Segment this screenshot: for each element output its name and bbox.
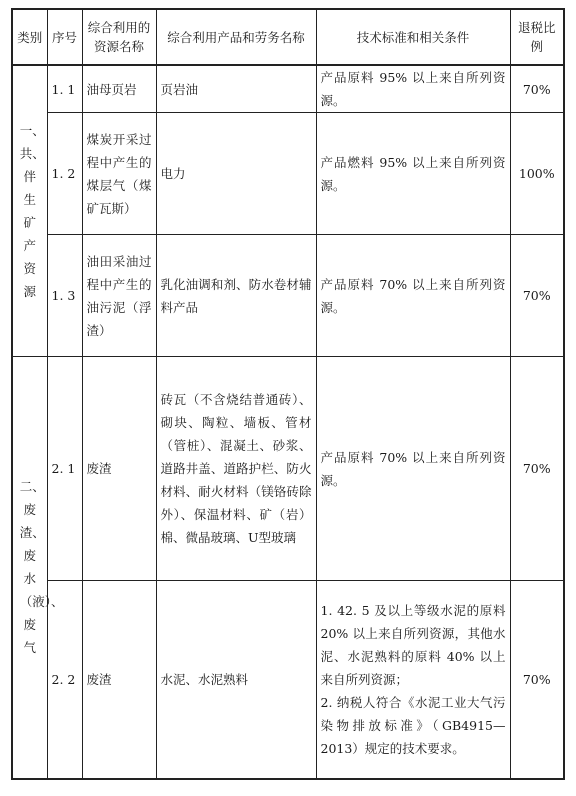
- product-cell: 砖瓦（不含烧结普通砖）、砌块、陶粒、墙板、管材（管桩）、混凝土、砂浆、道路井盖、道路护栏、防火材料、耐火材料（镁铬砖除外）、保温材料、矿（岩）棉、微晶玻璃、U型玻璃: [156, 357, 316, 581]
- product-cell: 水泥、水泥熟料: [156, 581, 316, 779]
- table-row: [12, 113, 564, 235]
- category-text: 一、共、伴生矿产资源: [19, 123, 45, 299]
- seq-cell: 2. 2: [47, 581, 82, 779]
- product-cell: 乳化油调和剂、防水卷材辅料产品: [156, 235, 316, 357]
- standard-line: 2. 纳税人符合《水泥工业大气污染物排放标准》（GB4915—2013）规定的技术要求。: [320, 694, 506, 756]
- ratio-cell: 100%: [510, 113, 564, 235]
- standard-cell: [316, 113, 510, 235]
- header-row: [12, 9, 564, 65]
- ratio-cell: 70%: [510, 357, 564, 581]
- standard-cell: [316, 581, 510, 779]
- ratio-cell: 70%: [510, 65, 564, 113]
- standard-cell: [316, 65, 510, 113]
- category-text: 二、废渣、废水（液）、废气: [19, 479, 64, 656]
- resource-cell: 油母页岩: [82, 65, 156, 113]
- header-seq: 序号: [47, 9, 82, 65]
- header-category: 类别: [12, 9, 47, 65]
- standard-cell: [316, 235, 510, 357]
- category-cell: [12, 65, 47, 357]
- ratio-cell: 70%: [510, 581, 564, 779]
- table-row: [12, 65, 564, 113]
- header-resource: 综合利用的资源名称: [82, 9, 156, 65]
- resource-cell: 废渣: [82, 581, 156, 779]
- resource-cell: 煤炭开采过程中产生的煤层气（煤矿瓦斯）: [82, 113, 156, 235]
- standard-line: 产品原料 70% 以上来自所列资源。: [320, 449, 506, 488]
- product-cell: 电力: [156, 113, 316, 235]
- seq-cell: 1. 3: [47, 235, 82, 357]
- resource-cell: 废渣: [82, 357, 156, 581]
- table-row: [12, 581, 564, 779]
- standard-line: 产品原料 70% 以上来自所列资源。: [320, 276, 506, 315]
- seq-cell: 1. 2: [47, 113, 82, 235]
- standard-line: 产品原料 95% 以上来自所列资源。: [320, 70, 506, 108]
- product-cell: 页岩油: [156, 65, 316, 113]
- standard-cell: [316, 357, 510, 581]
- header-product: 综合利用产品和劳务名称: [156, 9, 316, 65]
- header-ratio: 退税比例: [510, 9, 564, 65]
- standard-line: 产品燃料 95% 以上来自所列资源。: [320, 154, 506, 193]
- standard-line: 1. 42. 5 及以上等级水泥的原料 20% 以上来自所列资源，其他水泥、水泥熟料的原料 40% 以上来自所列资源；: [320, 602, 506, 687]
- header-standard: 技术标准和相关条件: [316, 9, 510, 65]
- table-row: [12, 357, 564, 581]
- seq-cell: 1. 1: [47, 65, 82, 113]
- seq-cell: 2. 1: [47, 357, 82, 581]
- tax-refund-table: [11, 8, 565, 780]
- table-row: [12, 235, 564, 357]
- ratio-cell: 70%: [510, 235, 564, 357]
- resource-cell: 油田采油过程中产生的油污泥（浮渣）: [82, 235, 156, 357]
